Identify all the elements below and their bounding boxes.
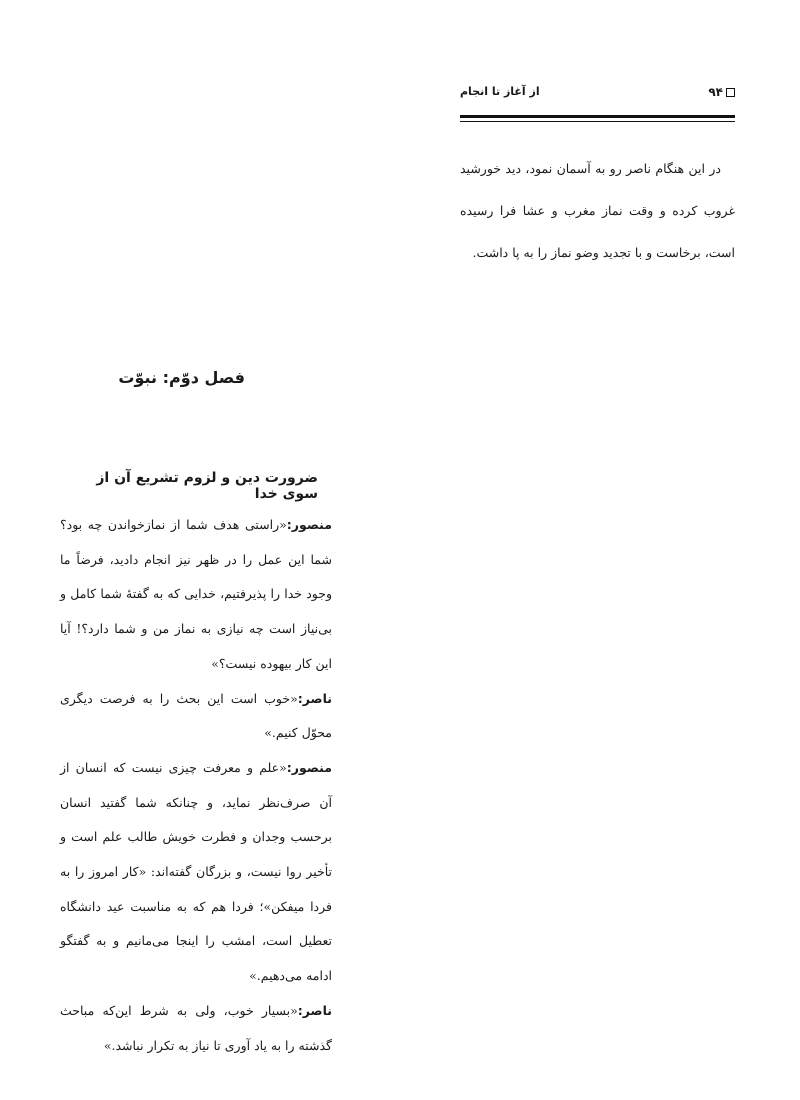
dialogue-paragraph [60,751,332,994]
dialogue-paragraph [60,682,332,751]
dialogue-paragraph [60,508,332,682]
header-rule-thin [460,121,735,122]
dialogue-text: «راستی هدف شما از نمازخواندن چه بود؟ شما این عمل را در ظهر نیز انجام دادید، فرضاً ما وجود خدا را پذیرفتیم، خدایی که به گفتهٔ شما کامل و بی‌نیاز است چه نیازی به نماز من و شما دارد؟! آیا این کار بیهوده نیست؟» [60,517,332,671]
page-number: ۹۴ [708,85,723,99]
dialogue-text: «علم و معرفت چیزی نیست که انسان از آن صرف‌نظر نماید، و چنانکه شما گفتید انسان برحسب وجدان و فطرت خویش طالب علم است و تأخیر روا نیست، و بزرگان گفته‌اند: «کار امروز را به فردا میفکن»؛ فردا هم که به مناسبت عید دانشگاه تعطیل است، امشب را اینجا می‌مانیم و به گفتگو ادامه می‌دهیم.» [60,759,332,984]
section-heading: ضرورت دین و لزوم تشریع آن از سوی خدا [96,470,318,502]
dialogue-text: «خوب است این بحث را به فرصت دیگری محوّل کنیم.» [60,690,332,741]
chapter-title: فصل دوّم: نبوّت [118,368,245,387]
speaker-label: ناصر: [297,1002,332,1018]
header-rule-thick [460,115,735,118]
top-paragraph-text: در این هنگام ناصر رو به آسمان نمود، دید خورشید غروب کرده و وقت نماز مغرب و عشا فرا رسیده است، برخاست و با تجدید وضو نماز را به پا داشت. [460,161,735,260]
dialogue-paragraph [60,994,332,1063]
dialogue-text: «بسیار خوب، ولی به شرط این‌که مباحث گذشته را به یاد آوری تا نیاز به تکرار نباشد.» [60,1002,332,1053]
square-icon [726,88,735,97]
speaker-label: منصور: [286,517,332,532]
page-header [460,84,735,106]
page-number-box [708,85,735,99]
dialogue [60,508,332,1063]
speaker-label: منصور: [286,759,332,775]
top-paragraph [460,148,735,274]
speaker-label: ناصر: [297,690,332,706]
running-title: از آغاز تا انجام [460,85,540,98]
